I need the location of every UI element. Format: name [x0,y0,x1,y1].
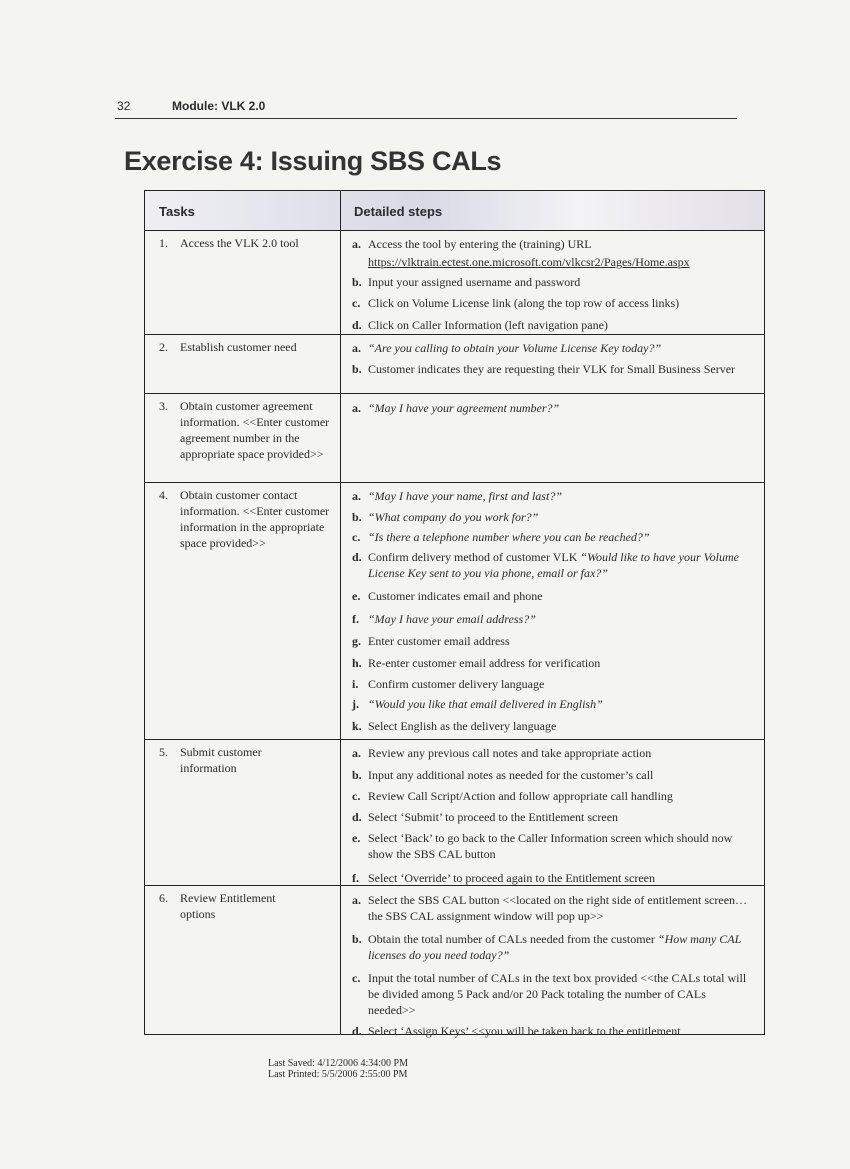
task-cell [145,886,341,1034]
step-body: Input any additional notes as needed for the customer’s call [368,768,654,782]
step-text [368,809,764,825]
task-item [145,740,340,780]
step-item [341,549,764,581]
task-cell [145,483,341,739]
step-item [341,317,764,333]
step-body: Access the tool by entering the (training) URL [368,237,592,251]
task-item [145,394,340,466]
step-letter: d. [352,318,362,332]
step-text [368,588,764,604]
step-letter: i. [352,677,359,691]
step-text [368,611,764,627]
step-item [341,870,764,886]
step-item [341,767,764,783]
step-body: “Would you like that email delivered in English” [368,697,603,711]
step-body: Select the SBS CAL button <<located on the right side of entitlement screen…the SBS CAL assignment window will pop up>> [368,893,748,923]
task-text: Review Entitlement options [180,891,276,921]
step-letter: a. [352,341,361,355]
step-item [341,931,764,963]
step-letter: e. [352,831,361,845]
step-letter: f. [352,871,359,885]
task-text: Obtain customer contact information. <<Enter customer information in the appropriate space provided>> [180,488,330,550]
task-cell [145,335,341,393]
task-number: 3. [159,399,168,413]
task-number: 4. [159,488,168,502]
task-number: 6. [159,891,168,905]
task-text: Access the VLK 2.0 tool [180,236,299,250]
task-text: Obtain customer agreement information. <<Enter customer agreement number in the appropriate space provided>> [180,399,330,461]
step-text [368,870,764,886]
step-letter: b. [352,768,362,782]
step-quote: “Would like to have your Volume License Key sent to you via phone, email or fax?” [368,550,739,580]
training-url-link[interactable]: https://vlktrain.ectest.one.microsoft.com/vlkcsr2/Pages/Home.aspx [368,255,690,269]
step-letter: b. [352,932,362,946]
task-item [145,483,340,555]
table-row [145,231,764,335]
steps-header: Detailed steps [354,204,443,219]
step-body: Obtain the total number of CALs needed from the customer [368,932,658,946]
step-item [341,295,764,311]
step-body: “Are you calling to obtain your Volume License Key today?” [368,341,662,355]
step-body: Input your assigned username and password [368,275,581,289]
last-saved: Last Saved: 4/12/2006 4:34:00 PM [268,1058,408,1069]
step-text [368,274,764,290]
table-body [145,231,764,1038]
step-text [368,317,764,333]
step-letter: f. [352,612,359,626]
tasks-header: Tasks [145,191,341,230]
step-item [341,361,764,377]
step-text [368,676,764,692]
step-letter: a. [352,237,361,251]
task-item [145,886,340,926]
step-item [341,340,764,356]
table-row [145,886,764,1038]
step-letter: b. [352,275,362,289]
step-text [368,509,764,525]
step-item [341,830,764,862]
step-item [341,809,764,825]
steps-cell [341,886,764,1038]
task-text: Submit customer information [180,745,262,775]
step-body: Select English as the delivery language [368,719,557,733]
step-letter: a. [352,746,361,760]
task-cell [145,231,341,334]
step-body: “May I have your email address?” [368,612,536,626]
step-body: Select ‘Submit’ to proceed to the Entitlement screen [368,810,619,824]
table-row [145,335,764,394]
step-text [368,655,764,671]
step-text [368,830,764,862]
steps-cell [341,483,764,739]
step-text [368,340,764,356]
step-letter: a. [352,893,361,907]
step-text [368,970,764,1018]
step-body: Review any previous call notes and take appropriate action [368,746,652,760]
exercise-table [144,190,765,1038]
header-rule [115,118,737,119]
step-body: Confirm delivery method of customer VLK [368,550,581,564]
step-text [368,767,764,783]
step-text [368,892,764,924]
step-body: Enter customer email address [368,634,510,648]
step-body: Customer indicates email and phone [368,589,543,603]
task-item [145,335,340,359]
task-item [145,231,340,255]
step-text [368,718,764,734]
step-letter: c. [352,971,361,985]
page-number: 32 [117,99,131,113]
step-item [341,529,764,545]
step-item [341,274,764,290]
step-letter: k. [352,719,362,733]
module-label: Module: VLK 2.0 [172,99,266,113]
step-text [368,931,764,963]
step-letter: a. [352,489,361,503]
step-letter: b. [352,362,362,376]
step-letter: d. [352,810,362,824]
step-text [368,361,764,377]
step-body: “What company do you work for?” [368,510,539,524]
step-letter: c. [352,789,361,803]
step-letter: h. [352,656,362,670]
step-item [341,718,764,734]
step-body: Select ‘Assign Keys’ <<you will be taken back to the entitlement [368,1024,681,1038]
step-body: Confirm customer delivery language [368,677,545,691]
steps-cell [341,231,764,334]
step-letter: d. [352,550,362,564]
step-text [368,745,764,761]
step-item [341,588,764,604]
step-item [341,745,764,761]
step-text [368,549,764,581]
task-text: Establish customer need [180,340,297,354]
task-number: 2. [159,340,168,354]
step-item [341,400,764,416]
steps-cell [341,740,764,885]
step-text [368,400,764,416]
table-row [145,483,764,740]
step-item [341,509,764,525]
last-printed: Last Printed: 5/5/2006 2:55:00 PM [268,1069,408,1080]
step-text [368,295,764,311]
step-text [368,488,764,504]
steps-cell [341,335,764,393]
step-body: Click on Caller Information (left navigation pane) [368,318,608,332]
step-body: Select ‘Override’ to proceed again to the Entitlement screen [368,871,655,885]
step-body: Click on Volume License link (along the top row of access links) [368,296,680,310]
step-item [341,633,764,649]
step-item [341,611,764,627]
step-item [341,892,764,924]
step-body: Re-enter customer email address for verification [368,656,601,670]
step-item [341,236,764,270]
step-letter: a. [352,401,361,415]
step-item [341,488,764,504]
step-text [368,236,764,270]
step-text [368,633,764,649]
step-body: Review Call Script/Action and follow appropriate call handling [368,789,673,803]
step-letter: j. [352,697,359,711]
table-row [145,394,764,483]
task-cell [145,394,341,482]
step-letter: c. [352,296,361,310]
step-letter: d. [352,1024,362,1038]
step-quote: “How many CAL licenses do you need today?” [368,932,742,962]
step-text [368,1023,764,1039]
step-text [368,696,764,712]
page-title: Exercise 4: Issuing SBS CALs [124,146,502,176]
step-item [341,676,764,692]
step-text [368,788,764,804]
step-letter: g. [352,634,361,648]
step-item [341,970,764,1018]
step-text [368,529,764,545]
step-item [341,1023,764,1039]
task-number: 5. [159,745,168,759]
step-item [341,788,764,804]
step-body: Input the total number of CALs in the text box provided <<the CALs total will be divided among 5 Pack and/or 20 Pack totaling the number of CALs needed>> [368,971,747,1017]
table-row [145,740,764,886]
step-body: “May I have your name, first and last?” [368,489,562,503]
step-body: Select ‘Back’ to go back to the Caller Information screen which should now show the SBS CAL button [368,831,733,861]
step-body: “Is there a telephone number where you can be reached?” [368,530,650,544]
footer [268,1058,408,1080]
step-letter: c. [352,530,361,544]
step-letter: b. [352,510,362,524]
step-letter: e. [352,589,361,603]
steps-cell [341,394,764,482]
step-item [341,655,764,671]
step-body: Customer indicates they are requesting their VLK for Small Business Server [368,362,736,376]
task-cell [145,740,341,885]
step-body: “May I have your agreement number?” [368,401,560,415]
table-header [145,191,764,231]
step-item [341,696,764,712]
task-number: 1. [159,236,168,250]
